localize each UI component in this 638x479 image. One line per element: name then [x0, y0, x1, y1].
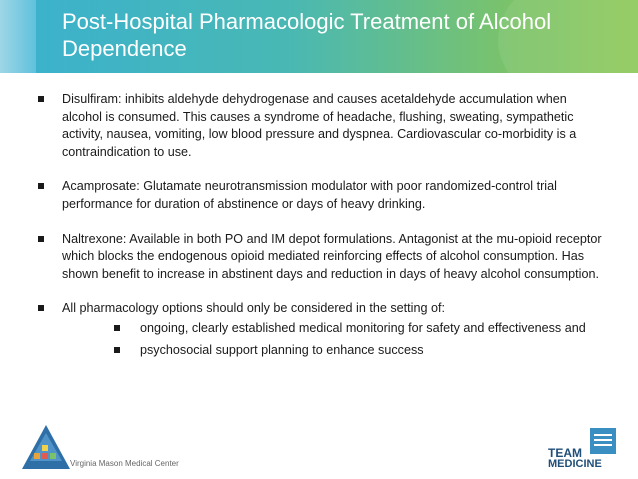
team-medicine-logo — [548, 428, 618, 468]
pyramid-logo-icon — [20, 423, 72, 471]
sub-bullet-list — [62, 320, 608, 359]
bullet-text: Acamprosate: Glutamate neurotransmission modulator with poor randomized-control trial performance for duration of abstinence or days of heavy drinking. — [62, 179, 557, 211]
title-banner — [0, 0, 638, 73]
bullet-item-all-options — [38, 300, 608, 359]
bullet-text: Disulfiram: inhibits aldehyde dehydrogenase and causes acetaldehyde accumulation when alcohol is consumed. This causes a syndrome of headache, flushing, sweating, sympathetic activity, nausea, vomiting, low blood pressure and dyspnea. Cardiovascular co-morbidity is a contraindication to use. — [62, 92, 577, 159]
bullet-item-disulfiram — [38, 91, 608, 161]
virginia-mason-logo-icon — [590, 428, 616, 454]
bullet-text: All pharmacology options should only be considered in the setting of: — [62, 301, 445, 316]
bullet-item-acamprosate — [38, 178, 608, 213]
sub-bullet-text: psychosocial support planning to enhance success — [140, 342, 424, 357]
slide-title: Post-Hospital Pharmacologic Treatment of Alcohol Dependence — [62, 9, 552, 61]
square-bullet-icon — [114, 347, 120, 353]
sub-bullet-text: ongoing, clearly established medical monitoring for safety and effectiveness and — [140, 320, 586, 335]
brand-line-medicine: MEDICINE — [548, 458, 602, 470]
slide-content — [38, 91, 608, 376]
square-bullet-icon — [38, 96, 44, 102]
square-bullet-icon — [114, 325, 120, 331]
square-bullet-icon — [38, 183, 44, 189]
footer-org-name: Virginia Mason Medical Center — [70, 459, 179, 468]
square-bullet-icon — [38, 236, 44, 242]
bullet-item-naltrexone — [38, 231, 608, 284]
brand-line-team: TEAM — [548, 446, 582, 460]
sub-bullet-item — [114, 320, 608, 338]
banner-accent — [0, 0, 36, 73]
square-bullet-icon — [38, 305, 44, 311]
sub-bullet-item — [114, 342, 608, 360]
bullet-text: Naltrexone: Available in both PO and IM depot formulations. Antagonist at the mu-opioid receptor which blocks the endogenous opioid mediated reinforcing effects of alcohol consumption. Has shown benefit to increase in abstinent days and reduction in days of heavy alcohol consumption. — [62, 231, 602, 281]
